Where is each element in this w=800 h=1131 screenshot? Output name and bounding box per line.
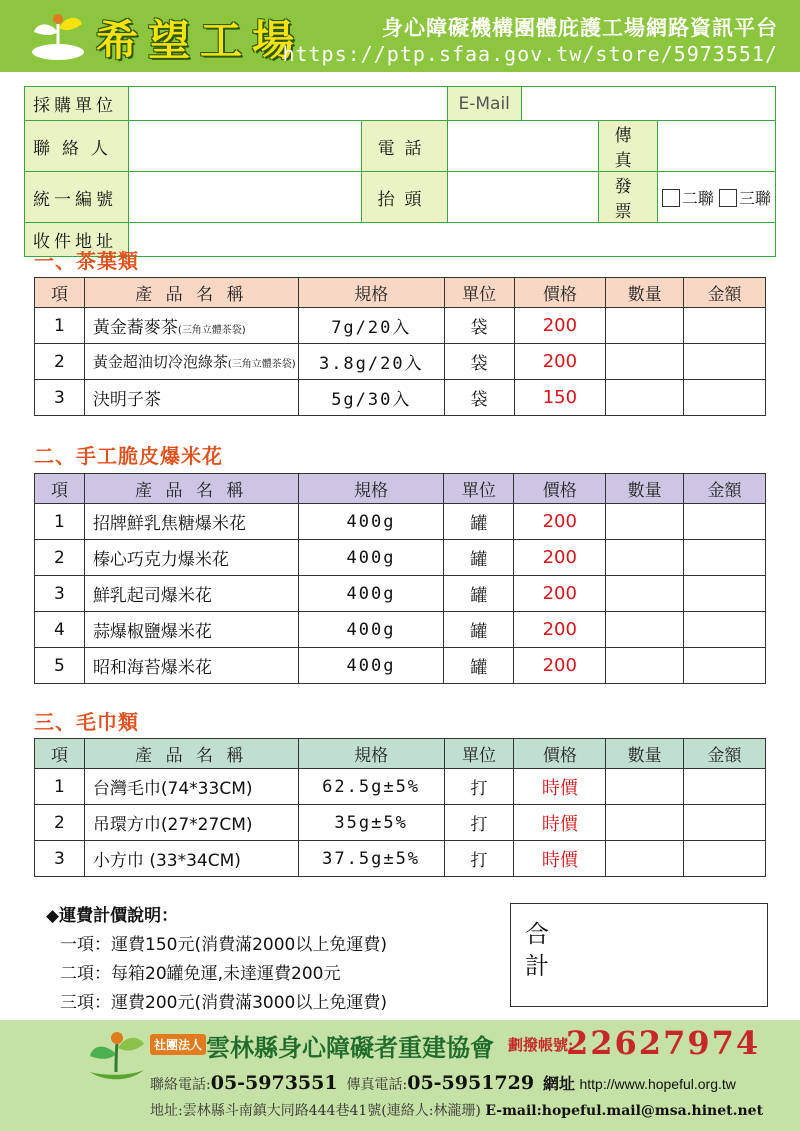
contact-label: 聯絡人: [25, 121, 129, 172]
item-no: 3: [35, 841, 85, 877]
table-row: [35, 769, 766, 805]
product-unit: 袋: [444, 380, 514, 416]
col-unit: 單位: [444, 278, 514, 308]
col-price: 價格: [514, 474, 606, 504]
invoice-title-field[interactable]: [447, 172, 598, 223]
tax-id-field[interactable]: [129, 172, 362, 223]
platform-title: 身心障礙機構團體庇護工場網路資訊平台: [382, 16, 778, 40]
product-spec: 400g: [298, 504, 444, 540]
invoice-label: 發票: [599, 172, 657, 223]
amount-field[interactable]: [684, 344, 766, 380]
buyer-field[interactable]: [129, 87, 448, 121]
col-name: 產 品 名 稱: [84, 278, 298, 308]
table-header-row: [35, 278, 766, 308]
col-no: 項: [35, 474, 85, 504]
two-copy-label: 二聯: [681, 188, 714, 208]
shipping-line: 二項：每箱20罐免運,未達運費200元: [60, 964, 341, 984]
website-label: 網址: [543, 1074, 576, 1093]
col-qty: 數量: [606, 474, 684, 504]
shipping-notes: [46, 902, 387, 1018]
amount-field[interactable]: [684, 648, 766, 684]
item-no: 4: [35, 612, 85, 648]
amount-field[interactable]: [684, 504, 766, 540]
website-link[interactable]: http://www.hopeful.org.tw: [579, 1076, 736, 1092]
product-unit: 打: [444, 769, 514, 805]
table-row: [35, 805, 766, 841]
product-price: 時價: [514, 805, 606, 841]
phone-field[interactable]: [447, 121, 598, 172]
product-price: 時價: [514, 841, 606, 877]
col-qty: 數量: [606, 739, 684, 769]
col-spec: 規格: [298, 474, 444, 504]
fax-label: 傳真: [599, 121, 657, 172]
product-price: 200: [514, 308, 606, 344]
shipping-title: ◆運費計價說明：: [46, 906, 179, 926]
item-no: 3: [35, 380, 85, 416]
amount-field[interactable]: [684, 540, 766, 576]
col-qty: 數量: [606, 278, 684, 308]
table-header-row: [35, 739, 766, 769]
col-name: 產 品 名 稱: [84, 739, 298, 769]
store-url[interactable]: https://ptp.sfaa.gov.tw/store/5973551/: [282, 42, 778, 66]
total-box[interactable]: [510, 903, 768, 1007]
amount-field[interactable]: [684, 612, 766, 648]
address-text: 地址:雲林縣斗南鎮大同路444巷41號(連絡人:林瀧珊): [150, 1103, 481, 1119]
col-price: 價格: [514, 278, 606, 308]
phone-number: 05-5973551: [210, 1072, 338, 1094]
qty-field[interactable]: [606, 769, 684, 805]
popcorn-product-table: [34, 473, 766, 684]
fax-field[interactable]: [657, 121, 775, 172]
product-spec: 3.8g/20入: [298, 344, 444, 380]
product-price: 200: [514, 344, 606, 380]
product-spec: 7g/20入: [298, 308, 444, 344]
product-name: 黃金超油切冷泡綠茶(三角立體茶袋): [84, 344, 298, 380]
product-name: 決明子茶: [84, 380, 298, 416]
product-name: 榛心巧克力爆米花: [84, 540, 298, 576]
table-row: [35, 540, 766, 576]
col-spec: 規格: [298, 739, 444, 769]
product-unit: 罐: [444, 504, 514, 540]
item-no: 2: [35, 344, 85, 380]
product-unit: 罐: [444, 612, 514, 648]
product-name: 招牌鮮乳焦糖爆米花: [84, 504, 298, 540]
address-field[interactable]: [129, 223, 776, 257]
item-no: 2: [35, 540, 85, 576]
product-name: 昭和海苔爆米花: [84, 648, 298, 684]
qty-field[interactable]: [606, 576, 684, 612]
product-spec: 35g±5%: [298, 805, 444, 841]
email-label: E-Mail: [447, 87, 521, 121]
sprout-logo-icon: [28, 10, 88, 62]
tax-id-label: 統一編號: [25, 172, 129, 223]
buyer-info-form: [24, 86, 776, 257]
product-spec: 62.5g±5%: [298, 769, 444, 805]
product-price: 200: [514, 612, 606, 648]
footer: [0, 1020, 800, 1131]
product-unit: 袋: [444, 344, 514, 380]
shipping-line: 一項：運費150元(消費滿2000以上免運費): [60, 935, 387, 955]
phone-label: 聯絡電話:: [150, 1077, 211, 1093]
product-name: 台灣毛巾(74*33CM): [84, 769, 298, 805]
email-field[interactable]: [521, 87, 775, 121]
col-price: 價格: [514, 739, 606, 769]
amount-field[interactable]: [684, 380, 766, 416]
product-spec: 400g: [298, 648, 444, 684]
org-type-badge: 社團法人: [150, 1034, 206, 1055]
table-row: [35, 308, 766, 344]
col-amount: 金額: [684, 474, 766, 504]
product-price: 時價: [514, 769, 606, 805]
product-price: 200: [514, 540, 606, 576]
product-unit: 罐: [444, 576, 514, 612]
contact-line: [150, 1071, 736, 1094]
qty-field[interactable]: [606, 380, 684, 416]
col-unit: 單位: [444, 739, 514, 769]
product-unit: 袋: [444, 308, 514, 344]
product-name: 蒜爆椒鹽爆米花: [84, 612, 298, 648]
col-no: 項: [35, 278, 85, 308]
table-row: [35, 612, 766, 648]
qty-field[interactable]: [606, 805, 684, 841]
qty-field[interactable]: [606, 504, 684, 540]
qty-field[interactable]: [606, 612, 684, 648]
qty-field[interactable]: [606, 308, 684, 344]
amount-field[interactable]: [684, 308, 766, 344]
sprout-logo-icon: [86, 1028, 148, 1084]
col-amount: 金額: [684, 739, 766, 769]
table-row: [35, 344, 766, 380]
brand-title: 希望工場: [96, 16, 305, 65]
item-no: 1: [35, 769, 85, 805]
tea-product-table: [34, 277, 766, 416]
col-name: 產 品 名 稱: [84, 474, 298, 504]
product-name: 吊環方巾(27*27CM): [84, 805, 298, 841]
account-label: 劃撥帳號:: [508, 1036, 574, 1054]
product-unit: 打: [444, 805, 514, 841]
account-number: 22627974: [566, 1024, 761, 1062]
three-copy-checkbox[interactable]: [719, 189, 737, 207]
fax-label: 傳真電話:: [346, 1077, 408, 1093]
qty-field[interactable]: [606, 344, 684, 380]
table-header-row: [35, 474, 766, 504]
table-row: [35, 648, 766, 684]
three-copy-label: 三聯: [738, 188, 771, 208]
total-label: 合計: [525, 920, 549, 980]
address-line: [150, 1100, 763, 1120]
product-spec: 400g: [298, 576, 444, 612]
col-no: 項: [35, 739, 85, 769]
contact-field[interactable]: [129, 121, 362, 172]
amount-field[interactable]: [684, 805, 766, 841]
qty-field[interactable]: [606, 540, 684, 576]
item-no: 1: [35, 504, 85, 540]
product-spec: 37.5g±5%: [298, 841, 444, 877]
product-name: 鮮乳起司爆米花: [84, 576, 298, 612]
qty-field[interactable]: [606, 648, 684, 684]
amount-field[interactable]: [684, 769, 766, 805]
item-no: 1: [35, 308, 85, 344]
header-banner: [0, 0, 800, 72]
qty-field[interactable]: [606, 841, 684, 877]
invoice-title-label: 抬頭: [362, 172, 448, 223]
item-no: 2: [35, 805, 85, 841]
section-title-towel: 三、毛巾類: [34, 710, 139, 734]
col-spec: 規格: [298, 278, 444, 308]
item-no: 3: [35, 576, 85, 612]
section-title-tea: 一、茶葉類: [34, 249, 139, 273]
towel-product-table: [34, 738, 766, 877]
item-no: 5: [35, 648, 85, 684]
product-price: 200: [514, 504, 606, 540]
product-name: 小方巾 (33*34CM): [84, 841, 298, 877]
product-unit: 罐: [444, 540, 514, 576]
phone-label: 電話: [362, 121, 448, 172]
amount-field[interactable]: [684, 576, 766, 612]
product-price: 200: [514, 576, 606, 612]
product-price: 200: [514, 648, 606, 684]
product-spec: 400g: [298, 612, 444, 648]
email-link[interactable]: E-mail:hopeful.mail@msa.hinet.net: [485, 1103, 764, 1119]
fax-number: 05-5951729: [407, 1072, 535, 1094]
section-title-popcorn: 二、手工脆皮爆米花: [34, 444, 223, 468]
product-name: 黃金蕎麥茶(三角立體茶袋): [84, 308, 298, 344]
product-price: 150: [514, 380, 606, 416]
col-unit: 單位: [444, 474, 514, 504]
table-row: [35, 380, 766, 416]
product-spec: 400g: [298, 540, 444, 576]
product-unit: 打: [444, 841, 514, 877]
table-row: [35, 576, 766, 612]
amount-field[interactable]: [684, 841, 766, 877]
org-name: 雲林縣身心障礙者重建協會: [206, 1033, 494, 1062]
product-spec: 5g/30入: [298, 380, 444, 416]
col-amount: 金額: [684, 278, 766, 308]
invoice-options: [657, 172, 775, 223]
two-copy-checkbox[interactable]: [662, 189, 680, 207]
address-label: 收件地址: [25, 223, 129, 257]
shipping-line: 三項：運費200元(消費滿3000以上免運費): [60, 993, 387, 1013]
table-row: [35, 841, 766, 877]
buyer-label: 採購單位: [25, 87, 129, 121]
table-row: [35, 504, 766, 540]
product-unit: 罐: [444, 648, 514, 684]
